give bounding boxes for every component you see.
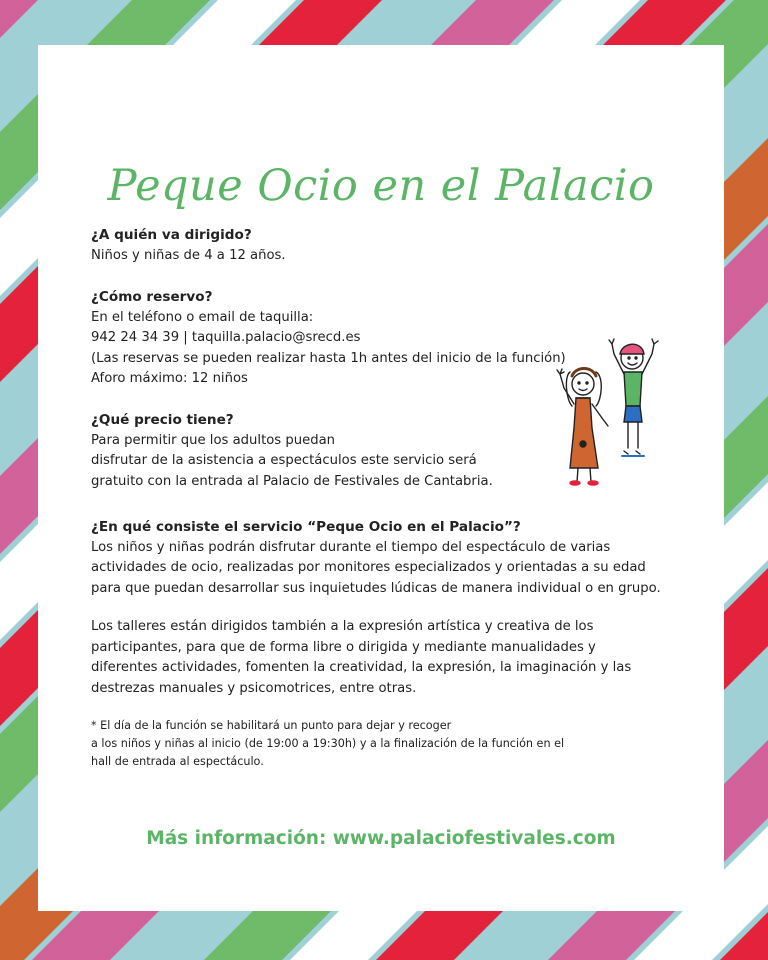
footnote (91, 717, 564, 771)
section-service (91, 517, 661, 599)
girl-figure (557, 369, 608, 486)
section-price (91, 410, 493, 492)
section-line: participantes, para que de forma libre o dirigida y mediante manualidades y (91, 639, 596, 655)
page-title: Peque Ocio en el Palacio (107, 161, 655, 211)
section-heading: ¿A quién va dirigido? (91, 227, 252, 243)
section-line: gratuito con la entrada al Palacio de Festivales de Cantabria. (91, 473, 493, 489)
section-heading: ¿Cómo reservo? (91, 289, 213, 305)
boy-figure (609, 339, 658, 456)
section-line: (Las reservas se pueden realizar hasta 1h antes del inicio de la función) (91, 350, 566, 366)
section-line: actividades de ocio, realizadas por monitores especializados y orientadas a su edad (91, 560, 646, 575)
section-line: Los talleres están dirigidos también a la expresión artística y creativa de los (91, 619, 594, 634)
section-line: diferentes actividades, fomenten la creatividad, la expresión, la imaginación y las (91, 660, 632, 675)
section-line: Aforo máximo: 12 niños (91, 371, 248, 386)
kids-illustration (552, 310, 672, 490)
content-card (38, 45, 724, 911)
footnote-line: a los niños y niñas al inicio (de 19:00 a 19:30h) y a la finalización de la función en el (91, 737, 565, 750)
section-line: para que puedan desarrollar sus inquietudes lúdicas de manera individual o en grupo. (91, 580, 661, 596)
section-line: disfrutar de la asistencia a espectáculos este servicio será (91, 453, 477, 468)
more-info-link[interactable]: Más información: www.palaciofestivales.com (146, 828, 616, 849)
section-line: Los niños y niñas podrán disfrutar durante el tiempo del espectáculo de varias (91, 539, 611, 555)
contact-line: 942 24 34 39 | taquilla.palacio@srecd.es (91, 330, 361, 345)
section-line: Niños y niñas de 4 a 12 años. (91, 247, 286, 263)
section-heading: ¿Qué precio tiene? (91, 412, 234, 428)
footnote-line: hall de entrada al espectáculo. (91, 755, 264, 768)
section-workshops (91, 617, 631, 699)
section-line: En el teléfono o email de taquilla: (91, 309, 314, 325)
footnote-line: * El día de la función se habilitará un punto para dejar y recoger (91, 719, 452, 732)
section-audience (91, 225, 286, 266)
section-line: Para permitir que los adultos puedan (91, 432, 336, 448)
section-heading: ¿En qué consiste el servicio “Peque Ocio en el Palacio”? (91, 519, 521, 535)
section-line: destrezas manuales y psicomotrices, entre otras. (91, 680, 417, 696)
section-booking (91, 287, 566, 390)
